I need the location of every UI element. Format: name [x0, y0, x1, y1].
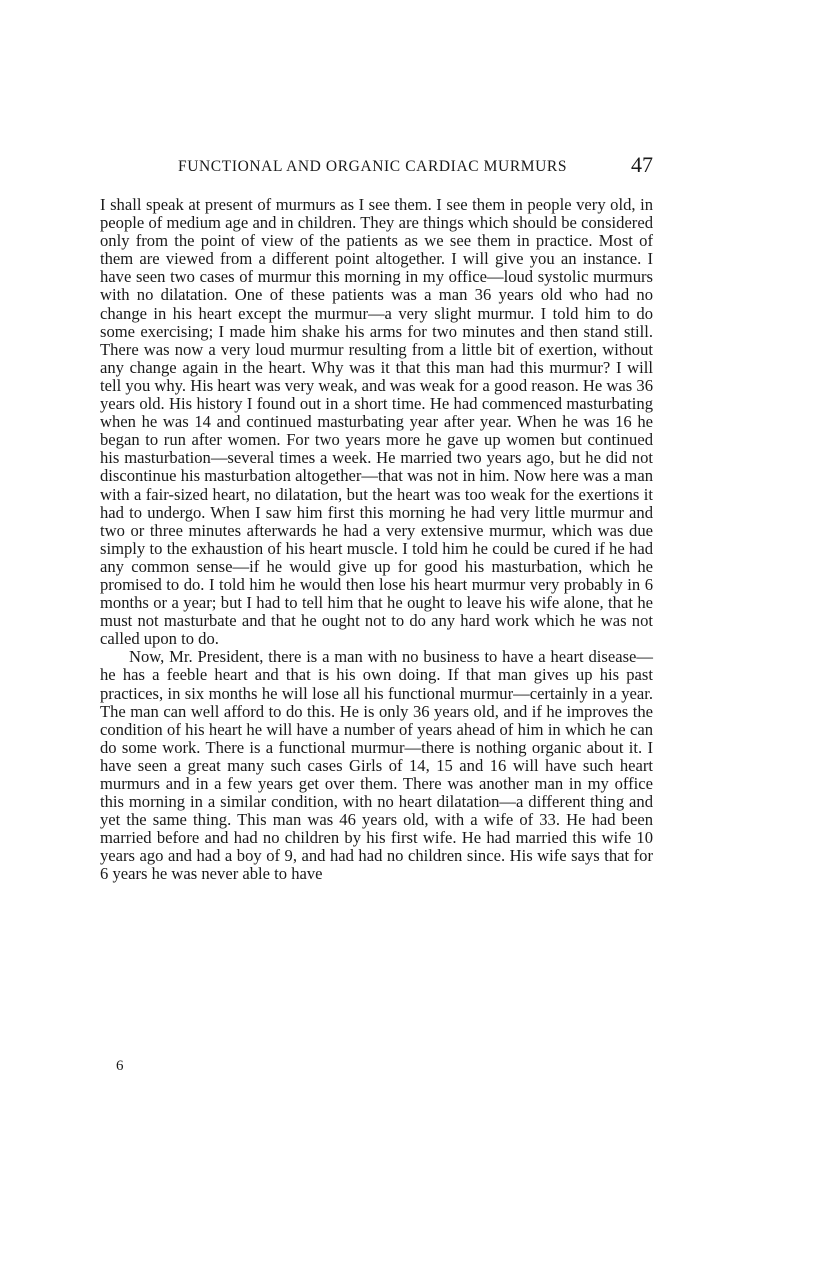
signature-mark: 6 [116, 1058, 124, 1074]
paragraph: I shall speak at present of murmurs as I see them. I see them in people very old, in people of medium age and in children. They are things which should be considered only from the point of view of the patients as we see them in practice. Most of them are viewed from a different point altogether. I will give you an instance. I have seen two cases of murmur this morning in my office—loud systolic murmurs with no dilatation. One of these patients was a man 36 years old who had no change in his heart except the murmur—a very slight murmur. I told him to do some exercising; I made him shake his arms for two minutes and then stand still. There was now a very loud murmur resulting from a little bit of exertion, without any change again in the heart. Why was it that this man had this murmur? I will tell you why. His heart was very weak, and was weak for a good reason. He was 36 years old. His history I found out in a short time. He had commenced masturbating when he was 14 and continued masturbating year after year. When he was 16 he began to run after women. For two years more he gave up women but continued his masturbation—several times a week. He married two years ago, but he did not discontinue his masturbation altogether—that was not in him. Now here was a man with a fair-sized heart, no dilatation, but the heart was too weak for the exertions it had to undergo. When I saw him first this morning he had very little murmur and two or three minutes afterwards he had a very extensive murmur, which was due simply to the exhaustion of his heart muscle. I told him he could be cured if he had any common sense—if he would give up for good his masturbation, which he promised to do. I told him he would then lose his heart murmur very probably in 6 months or a year; but I had to tell him that he ought to leave his wife alone, that he must not masturbate and that he ought not to do any hard work which he was not called upon to do. [100, 195, 653, 649]
page-number: 47 [631, 152, 653, 177]
body-text [100, 196, 653, 884]
paragraph: Now, Mr. President, there is a man with no business to have a heart disease—he has a feeble heart and that is his own doing. If that man gives up his past practices, in six months he will lose all his functional murmur—certainly in a year. The man can well afford to do this. He is only 36 years old, and if he improves the condition of his heart he will have a number of years ahead of him in which he can do some work. There is a functional murmur—there is nothing organic about it. I have seen a great many such cases Girls of 14, 15 and 16 will have such heart murmurs and in a few years get over them. There was another man in my office this morning in a similar condition, with no heart dilatation—a different thing and yet the same thing. This man was 46 years old, with a wife of 33. He had been married before and had no children by his first wife. He had married this wife 10 years ago and had a boy of 9, and had had no children since. His wife says that for 6 years he was never able to have [100, 647, 653, 884]
running-title: FUNCTIONAL AND ORGANIC CARDIAC MURMURS [178, 158, 568, 175]
running-head [100, 152, 653, 182]
